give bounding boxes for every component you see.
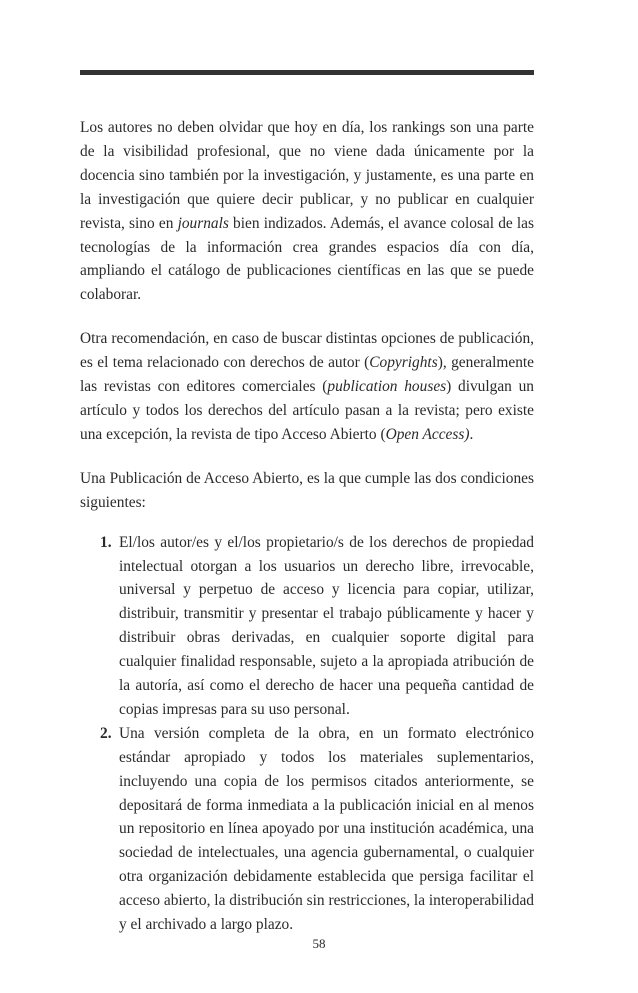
body-text: [80, 116, 534, 937]
text-segment: Una Publicación de Acceso Abierto, es la que cumple las dos condiciones siguientes:: [80, 469, 534, 511]
text-segment: Los autores no deben olvidar que hoy en día, los rankings son una parte de la visibilidad profesional, que no viene dada únicamente por la docencia sino también por la investigación, y justamente, es una parte en la investigación que quiere decir publicar, y no publicar en cualquier revista, sino en: [80, 119, 534, 232]
list-number: 2.: [100, 724, 112, 742]
italic-segment: publication houses: [327, 378, 447, 396]
text-segment: Otra recomendación, en caso de buscar distintas opciones de publicación, es el tema relacionado con derechos de autor (: [80, 330, 534, 372]
paragraph: [80, 467, 534, 515]
italic-segment: journals: [177, 214, 229, 232]
italic-segment: Open Access): [385, 425, 470, 443]
list-item-text: El/los autor/es y el/los propietario/s de los derechos de propiedad intelectual otorgan a los usuarios un derecho libre, irrevocable, universal y perpetuo de acceso y licencia para copiar, utilizar, distribuir, transmitir y presentar el trabajo públicamente y hacer y distribuir obras derivadas, en cualquier soporte digital para cualquier finalidad responsable, sujeto a la apropiada atribución de la autoría, así como el derecho de hacer una pequeña cantidad de copias impresas para su uso personal.: [119, 533, 534, 718]
text-segment: bien indizados. Además, el avance colosal de las tecnologías de la información crea grandes espacios día con día, ampliando el catálogo de publicaciones científicas en las que se puede colaborar.: [80, 214, 534, 304]
header-rule: [80, 70, 534, 75]
text-segment: ) divulgan un artículo y todos los derechos del artículo pasan a la revista; pero existe una excepción, la revista de tipo Acceso Abierto (: [80, 378, 535, 443]
list-number: 1.: [100, 533, 112, 551]
paragraph: [80, 327, 534, 447]
page-number: 58: [312, 936, 326, 951]
italic-segment: Copyrights: [369, 354, 438, 372]
list-item-text: Una versión completa de la obra, en un formato electrónico estándar apropiado y todos los materiales suplementarios, incluyendo una copia de los permisos citados anteriormente, se depositará de forma inmediata a la publicación inicial en al menos un repositorio en línea apoyado por una institución académica, una sociedad de intelectuales, una agencia gubernamental, o cualquier otra organización debidamente establecida que persiga facilitar el acceso abierto, la distribución sin restricciones, la interoperabilidad y el archivado a largo plazo.: [119, 724, 534, 934]
text-segment: ), generalmente las revistas con editores comerciales (: [80, 354, 534, 396]
text-segment: .: [469, 425, 474, 443]
paragraph: [80, 116, 534, 307]
list-item: [80, 722, 534, 937]
numbered-list: [80, 531, 534, 937]
list-item: [80, 531, 534, 722]
